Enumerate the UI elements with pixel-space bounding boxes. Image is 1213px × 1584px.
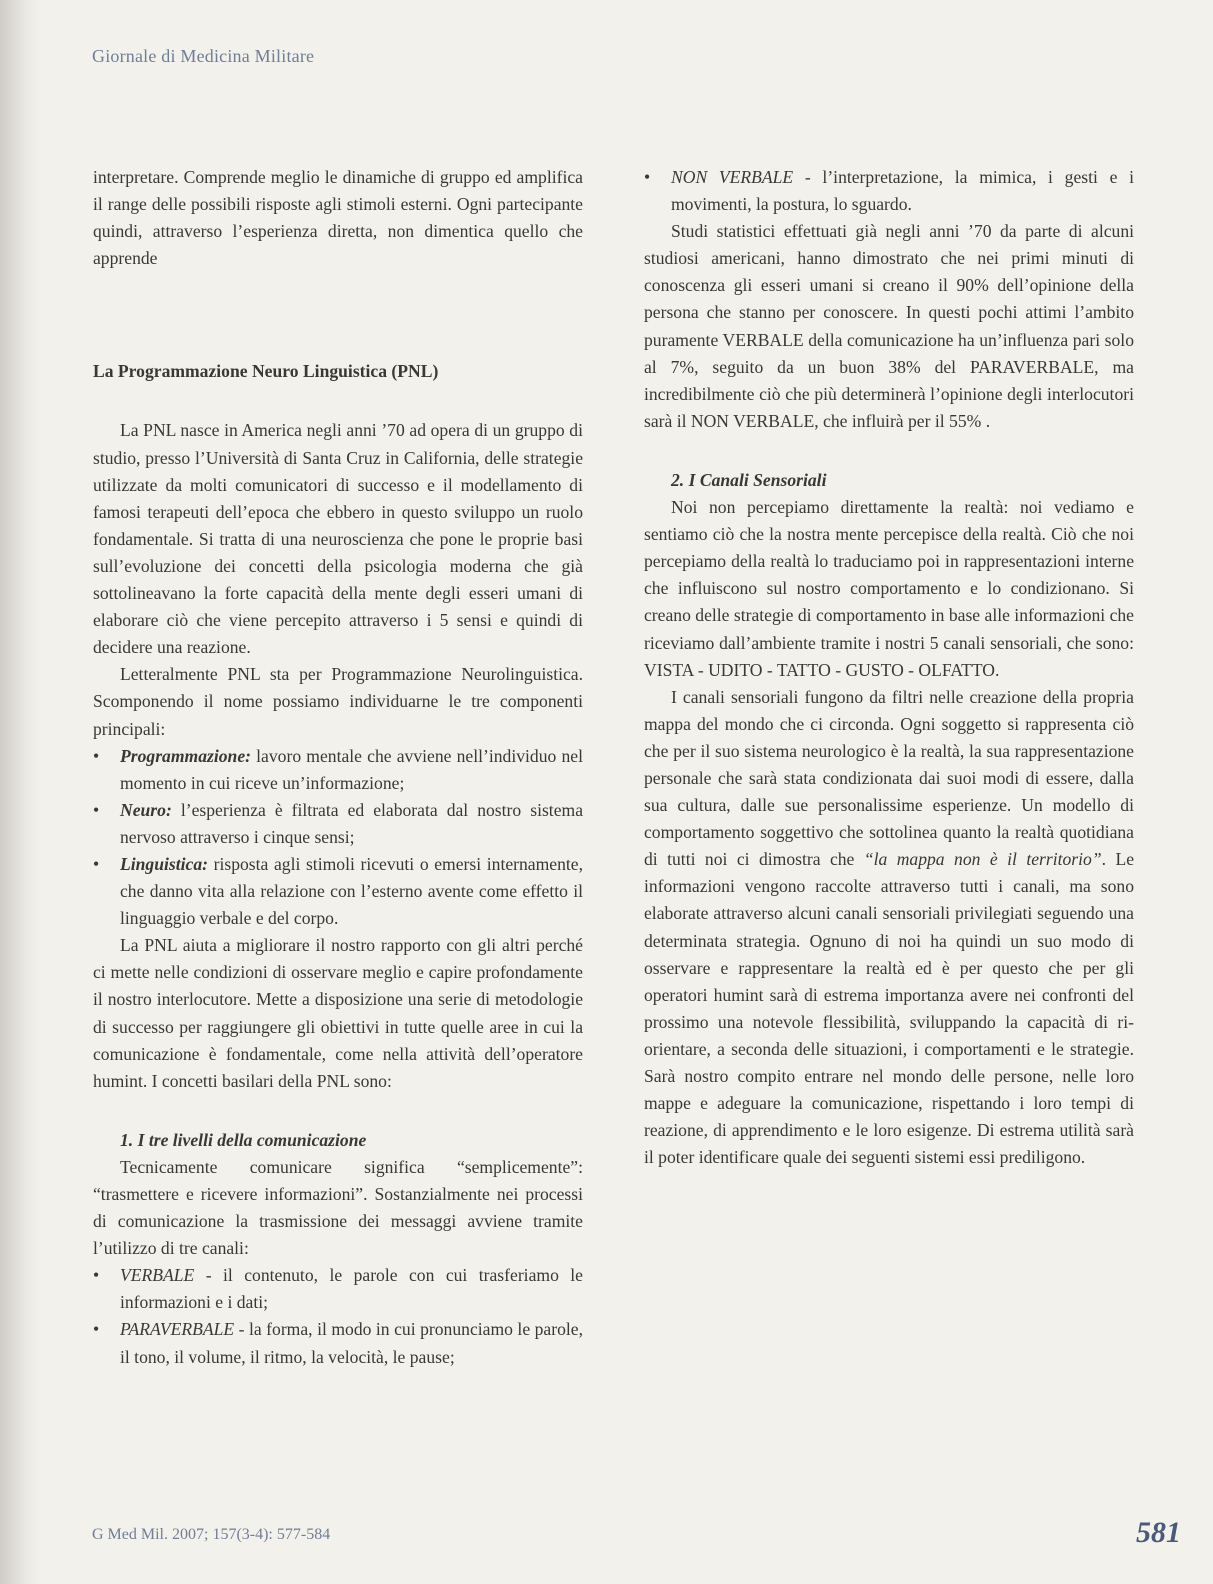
list-item [93,1262,583,1316]
paragraph: Studi statistici effettuati già negli anni ’70 da parte di alcuni studiosi americani, hanno dimostrato che nei primi minuti di conoscenza gli esseri umani si creano il 90% dell’opinione della persona che stanno per conoscere. In questi pochi attimi l’ambito puramente VERBALE della comunicazione ha un’influenza pari solo al 7%, seguito da un buon 38% del PARAVERBALE, ma incredibilmente ciò che più determinerà l’opinione degli interlocutori sarà il NON VERBALE, che influirà per il 55% . [644,221,1134,431]
section-title: La Programmazione Neuro Linguistica (PNL) [93,361,439,382]
bullet-icon: • [644,167,651,187]
quote-text: “la mappa non è il territorio” [863,849,1102,870]
running-head: Giornale di Medicina Militare [92,46,315,66]
paragraph: La PNL aiuta a migliorare il nostro rapporto con gli altri perché ci mette nelle condizioni di osservare meglio e capire profondamente il nostro interlocutore. Mette a disposizione una serie di metodologie di successo per raggiungere gli obiettivi in tutte quelle aree in cui la comunicazione è fondamentale, come nella attività dell’operatore humint. I concetti basilari della PNL sono: [93,935,583,1091]
bullet-icon: • [93,1265,100,1286]
list-text: lavoro mentale che avviene nell’individuo nel momento in cui riceve un’informazione; [120,745,583,793]
pnl-components-list [93,743,583,933]
paragraph [644,684,1134,1172]
list-item [93,851,583,932]
paragraph: Letteralmente PNL sta per Programmazione Neurolinguistica. Scomponendo il nome possiamo individuarne le tre componenti principali: [93,664,583,739]
right-column [644,164,1134,1171]
subsection-title: 2. I Canali Sensoriali [671,469,827,490]
list-term: VERBALE [120,1265,195,1286]
list-term: Neuro: [120,799,172,820]
paragraph: interpretare. Comprende meglio le dinamiche di gruppo ed amplifica il range delle possibili risposte agli stimoli esterni. Ogni partecipante quindi, attraverso l’esperienza diretta, non dimentica quello che apprende [93,167,583,269]
bullet-icon: • [93,745,100,766]
subsection-title: 1. I tre livelli della comunicazione [120,1129,367,1150]
list-item [93,1316,583,1370]
paragraph: Tecnicamente comunicare significa “semplicemente”: “trasmettere e ricevere informazioni”. Sostanzialmente nei processi di comunicazione la trasmissione dei messaggi avviene tramite l’utilizzo di tre canali: [93,1156,583,1259]
paragraph: Noi non percepiamo direttamente la realtà: noi vediamo e sentiamo ciò che la nostra mente percepisce della realtà. Ciò che noi percepiamo della realtà lo traduciamo poi in rappresentazioni interne che influiscono sul nostro comportamento e lo condizionano. Si creano delle strategie di comportamento in base alle informazioni che riceviamo dall’ambiente tramite i nostri 5 canali sensoriali, che sono: VISTA - UDITO - TATTO - GUSTO - OLFATTO. [644,497,1134,680]
list-text: - il contenuto, le parole con cui trasferiamo le informazioni e i dati; [120,1265,583,1313]
page-number: 581 [1136,1516,1181,1549]
list-term: Linguistica: [120,853,208,874]
list-term: PARAVERBALE [120,1319,235,1340]
paragraph-text: . Le informazioni vengono raccolte attraverso tutti i canali, ma sono elaborate attraverso alcuni canali sensoriali privilegiati seguendo una determinata strategia. Ognuno di noi ha quindi un suo modo di osservare e rappresentare la realtà ed è per questo che per gli operatori humint sarà di estrema importanza avere nei confronti del prossimo una notevole flessibilità, sviluppando la capacità di ri-orientare, a seconda delle situazioni, i comportamenti e le strategie. Sarà nostro compito entrare nel mondo delle persone, nelle loro mappe e adeguare la comunicazione, rispettando i loro tempi di reazione, di apprendimento e le loro esigenze. Di estrema utilità sarà il poter identificare quale dei seguenti sistemi essi prediligono. [644,849,1134,1168]
channels-list [93,1262,583,1370]
list-item [93,797,583,851]
list-text: - la forma, il modo in cui pronunciamo le parole, il tono, il volume, il ritmo, la velocità, le pause; [120,1319,583,1367]
channels-list-continued [644,164,1134,218]
list-text: - l’interpretazione, la mimica, i gesti e i movimenti, la postura, lo sguardo. [671,167,1134,215]
footer-citation: G Med Mil. 2007; 157(3-4): 577-584 [92,1526,331,1543]
list-item [644,164,1134,218]
bullet-icon: • [93,799,100,820]
list-term: Programmazione: [120,745,251,766]
bullet-icon: • [93,1319,100,1340]
list-text: risposta agli stimoli ricevuti o emersi internamente, che danno vita alla relazione con l’esterno avente come effetto il linguaggio verbale e del corpo. [120,853,583,929]
list-term: NON VERBALE [671,167,794,187]
list-item [93,743,583,797]
page-binding-shadow [0,0,40,1584]
paragraph-text: I canali sensoriali fungono da filtri nelle creazione della propria mappa del mondo che ci circonda. Ogni soggetto si rappresenta ciò che per il suo sistema neurologico è la realtà, la sua rappresentazione personale che sarà stata condizionata dai suoi modi di essere, dalla sua cultura, dalle sue personalissime esperienze. Un modello di comportamento soggettivo che sottolinea quanto la realtà quotidiana di tutti noi ci dimostra che [644,686,1134,870]
left-column [93,164,583,1371]
list-text: l’esperienza è filtrata ed elaborata dal nostro sistema nervoso attraverso i cinque sensi; [120,799,583,847]
paragraph: La PNL nasce in America negli anni ’70 ad opera di un gruppo di studio, presso l’Università di Santa Cruz in California, delle strategie utilizzate da molti comunicatori di successo e il modellamento di famosi terapeuti dell’epoca che ebbero in questo sviluppo un ruolo fondamentale. Si tratta di una neuroscienza che pone le proprie basi sull’evoluzione dei concetti della psicologia moderna che già sottolineavano la forte capacità della mente degli esseri umani di elaborare ciò che viene percepito attraverso i 5 sensi e quindi di decidere una reazione. [93,420,583,658]
bullet-icon: • [93,853,100,874]
